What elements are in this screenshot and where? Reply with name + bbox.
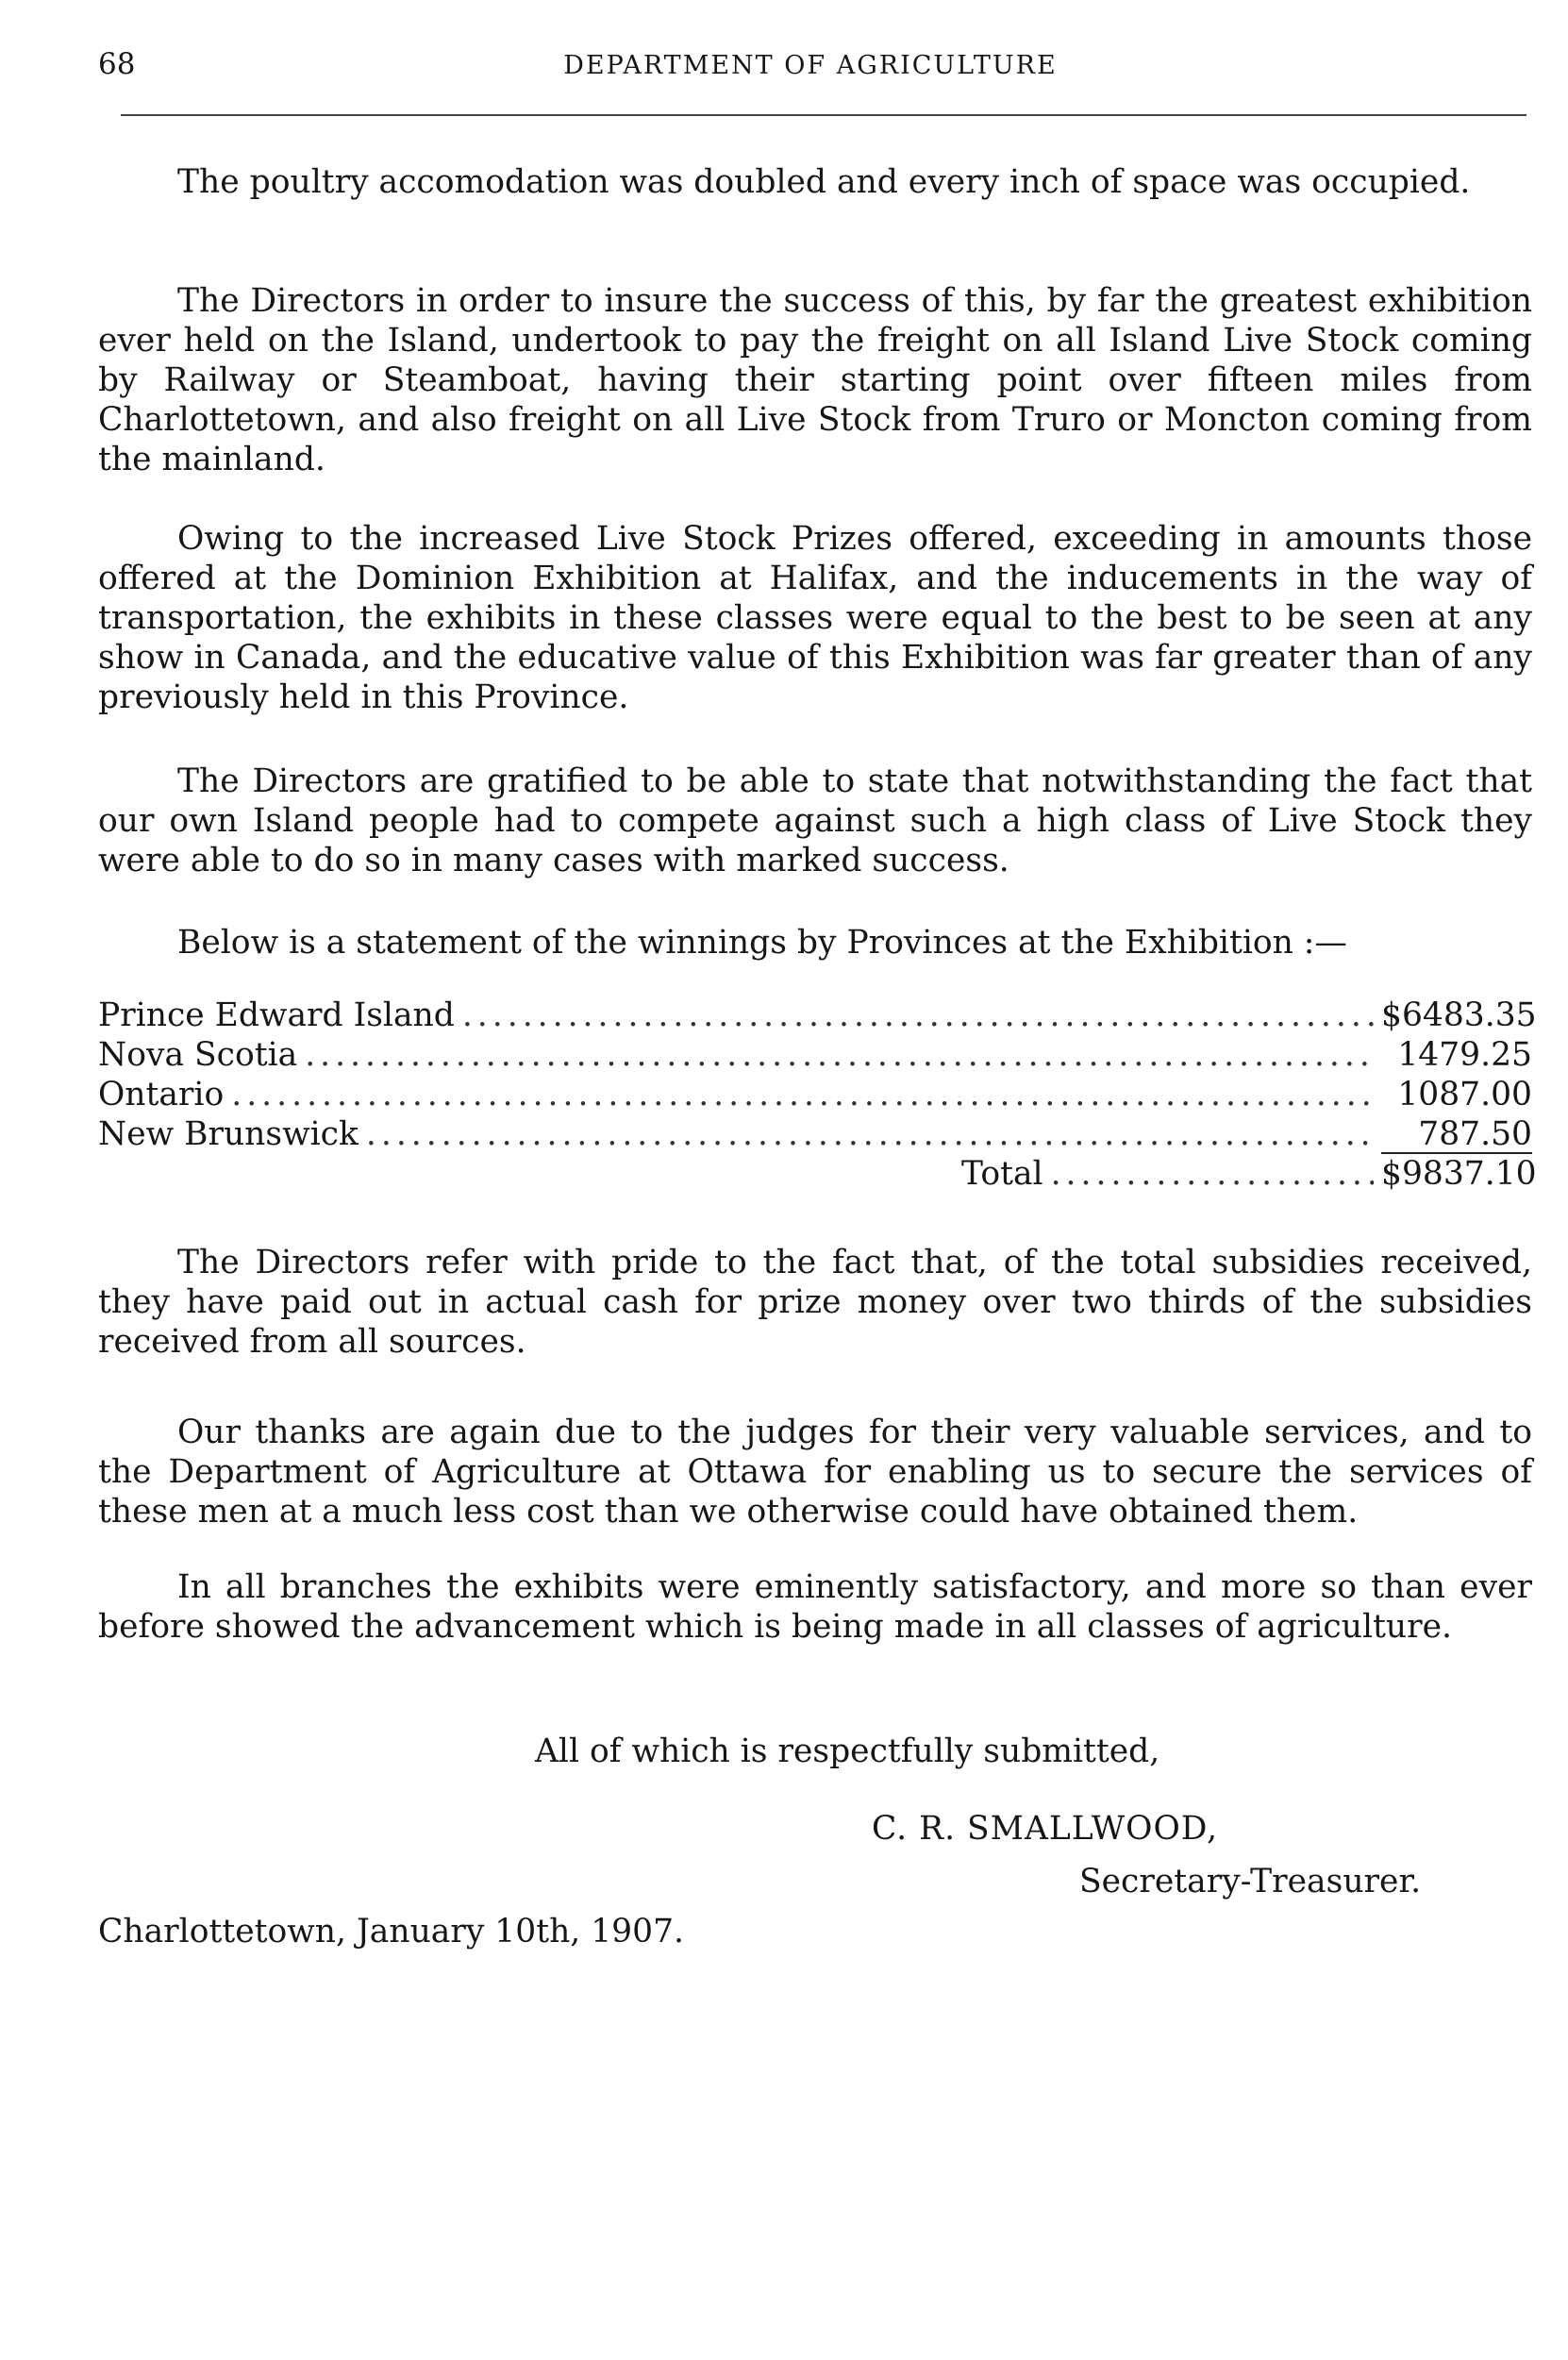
province-amount: 1479.25 xyxy=(1397,1036,1532,1074)
paragraph-freight: The Directors in order to insure the success of this, by far the greatest exhibition ever held on the Island, undertook to pay the freight on all Island Live Stock coming by Railway or Steamboat, having their starting point over fifteen miles from Charlottetown, and also freight on all Live Stock from Truro or Moncton coming from the mainland. xyxy=(98,282,1532,478)
total-label: Total xyxy=(961,1155,1043,1193)
table-row xyxy=(98,1035,1532,1075)
paragraph-success: The Directors are gratified to be able to state that notwithstanding the fact that our own Island people had to compete against such a high class of Live Stock they were able to do so in many cases with marked success. xyxy=(98,762,1532,879)
province-amount: 787.50 xyxy=(1381,1116,1532,1154)
leader-dots xyxy=(305,1035,1374,1075)
table-row xyxy=(98,1114,1532,1154)
place-date: Charlottetown, January 10th, 1907. xyxy=(98,1913,684,1950)
province-name: New Brunswick xyxy=(98,1115,359,1153)
table-row xyxy=(98,1075,1532,1114)
leader-dots xyxy=(231,1075,1374,1114)
signature-title: Secretary-Treasurer. xyxy=(1079,1863,1422,1900)
paragraph-subsidies: The Directors refer with pride to the fact that, of the total subsidies received, they have paid out in actual cash for prize money over two thirds of the subsidies received from all sources. xyxy=(98,1244,1532,1361)
page-number: 68 xyxy=(98,47,136,81)
header-rule xyxy=(121,114,1526,116)
paragraph-poultry: The poultry accomodation was doubled and every inch of space was occupied. xyxy=(177,163,1471,201)
paragraph-prizes: Owing to the increased Live Stock Prizes offered, exceeding in amounts those offered at the Dominion Exhibition at Halifax, and the inducements in the way of transportation, the exhibits in these classes were equal to the best to be seen at any show in Canada, and the educative value of this Exhibition was far greater than of any previously held in this Province. xyxy=(98,520,1532,716)
leader-dots xyxy=(366,1114,1374,1154)
running-head: DEPARTMENT OF AGRICULTURE xyxy=(563,51,1058,80)
closing-submitted: All of which is respectfully submitted, xyxy=(535,1732,1160,1770)
winnings-table xyxy=(98,996,1537,1194)
leader-dots xyxy=(1051,1154,1374,1194)
table-row xyxy=(98,996,1537,1035)
province-amount: $6483.35 xyxy=(1381,996,1537,1034)
paragraph-exhibits: In all branches the exhibits were eminently satisfactory, and more so than ever before showed the advancement which is being made in all classes of agriculture. xyxy=(98,1568,1532,1646)
total-row xyxy=(98,1154,1537,1194)
leader-dots xyxy=(462,996,1374,1035)
paragraph-statement-intro: Below is a statement of the winnings by Provinces at the Exhibition :— xyxy=(177,924,1347,962)
paragraph-thanks: Our thanks are again due to the judges for their very valuable services, and to the Department of Agriculture at Ottawa for enabling us to secure the services of these men at a much less cost than we otherwise could have obtained them. xyxy=(98,1414,1532,1531)
total-amount: $9837.10 xyxy=(1381,1155,1537,1193)
province-name: Nova Scotia xyxy=(98,1036,298,1074)
page-header xyxy=(98,47,1523,94)
province-amount: 1087.00 xyxy=(1397,1076,1532,1113)
province-name: Ontario xyxy=(98,1076,225,1113)
signature-name: C. R. SMALLWOOD, xyxy=(872,1810,1219,1848)
province-name: Prince Edward Island xyxy=(98,996,455,1034)
